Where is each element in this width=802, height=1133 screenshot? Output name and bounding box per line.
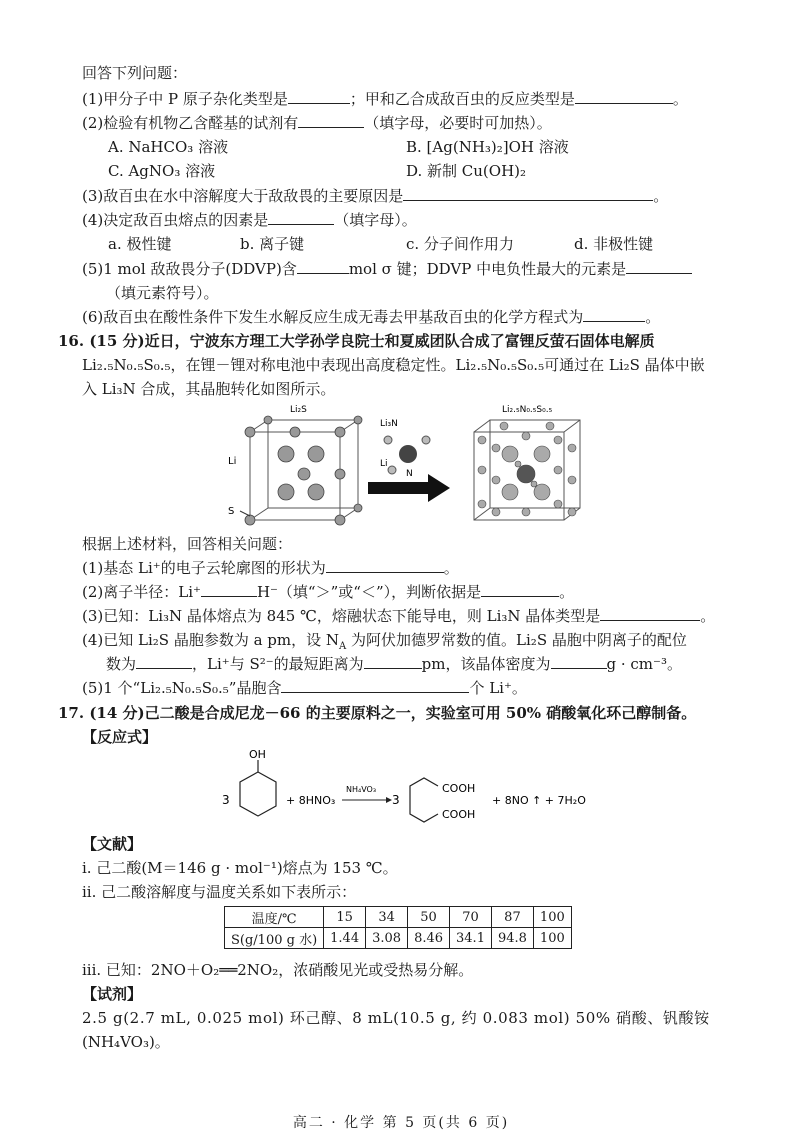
q16-p5-text2: 个 Li⁺。 [469,679,527,697]
q16-line3: 入 Li₃N 合成，其晶胞转化如图所示。 [82,380,336,398]
answer-blank[interactable] [626,259,692,274]
option-c: c. 分子间作用力 [406,235,514,253]
li2s-label: Li₂S [290,405,307,415]
option-B: B. [Ag(NH₃)₂]OH 溶液 [406,138,569,156]
q16-part4: (4)已知 Li₂S 晶胞参数为 a pm，设 $N_A$ 为阿伏加德罗常数的值。Li₂S 晶胞中阴离子的配位 [82,631,687,652]
coefficient-2: 3 [392,793,400,807]
answer-blank[interactable] [281,678,469,693]
answer-blank[interactable] [403,186,653,201]
literature-i: i. 己二酸(M＝146 g · mol⁻¹)熔点为 153 ℃。 [82,859,398,877]
cooh-bottom: COOH [442,808,476,821]
table-cell: 34 [366,907,408,928]
q15-part5-tail: （填元素符号）。 [106,284,219,302]
q16-p2-text: (2)离子半径：Li⁺ [82,583,201,601]
table-cell: 3.08 [366,928,408,949]
li3n-label: Li₃N [380,419,398,429]
reaction-equation [220,748,620,832]
answer-blank[interactable] [583,307,645,322]
q15-part1: (1)甲分子中 P 原子杂化类型是 ；甲和乙合成敌百虫的反应类型是 。 [82,90,688,108]
answer-blank[interactable] [298,113,364,128]
q15-p3-text: (3)敌百虫在水中溶解度大于敌敌畏的主要原因是 [82,187,404,205]
section-literature: 【文献】 [82,835,143,853]
product-atoms [478,422,576,516]
q15-part6: (6)敌百虫在酸性条件下发生水解反应生成无毒去甲基敌百虫的化学方程式为 。 [82,308,661,326]
li-atom [388,466,396,474]
products-label: + 8NO ↑ + 7H₂O [492,794,586,807]
q16-p2-text2: H⁻（填“＞”或“＜”），判断依据是 [256,583,482,601]
q16-p5-text: (5)1 个“Li₂.₅N₀.₅S₀.₅”晶胞含 [82,679,282,697]
answer-blank[interactable] [551,654,607,669]
table-cell: 1.44 [324,928,366,949]
table-cell: 100 [533,907,571,928]
q16-heading: 16. (15 分)近日，宁波东方理工大学孙学良院士和夏威团队合成了富锂反萤石固体电解质 [58,332,655,350]
answer-blank[interactable] [364,654,422,669]
q16-p4-text: (4)已知 Li₂S 晶胞参数为 a pm，设 N [82,631,340,649]
q15-p6-text: (6)敌百虫在酸性条件下发生水解反应生成无毒去甲基敌百虫的化学方程式为 [82,308,584,326]
q15-p2-text: (2)检验有机物乙含醛基的试剂有 [82,114,299,132]
q16-part3: (3)已知：Li₃N 晶体熔点为 845 ℃，熔融状态下能导电，则 Li₃N 晶体类型是 。 [82,607,716,625]
q15-p1-text2: ；甲和乙合成敌百虫的反应类型是 [349,90,575,108]
q15-p2-tail: （填字母，必要时可加热）。 [364,114,552,132]
q16-part1: (1)基态 Li⁺的电子云轮廓图的形状为 。 [82,559,459,577]
section-reaction: 【反应式】 [82,728,158,746]
answer-blank[interactable] [136,654,192,669]
table-cell: 15 [324,907,366,928]
option-A: A. NaHCO₃ 溶液 [108,138,229,156]
q15-p4-tail: （填字母）。 [334,211,417,229]
li-atom [422,436,430,444]
q15-p1-text: (1)甲分子中 P 原子杂化类型是 [82,90,288,108]
coefficient: 3 [222,793,230,807]
table-cell: 100 [533,928,571,949]
answer-blank[interactable] [297,259,349,274]
q16-part4-cont [106,654,682,674]
table-row [225,928,572,949]
s-pointer [240,511,250,516]
q15-p5-text2: mol σ 键；DDVP 中电负性最大的元素是 [348,260,627,278]
table-cell: 50 [408,907,450,928]
q15-part4 [82,210,417,230]
q15-p4-text: (4)决定敌百虫熔点的因素是 [82,211,269,229]
hno3-label: + 8HNO₃ [286,794,336,807]
answer-blank[interactable] [575,89,673,104]
q16-part5 [82,678,527,698]
q16-lead: 根据上述材料，回答相关问题： [82,535,293,553]
product-label: Li₂.₅N₀.₅S₀.₅ [502,405,553,415]
table-cell: 温度/℃ [225,907,324,928]
crystal-transformation-figure [220,400,600,526]
cooh-top: COOH [442,782,476,795]
catalyst-label: NH₄VO₃ [346,785,377,794]
cyclohexanol-ring [240,772,276,816]
q16-p4-text3: 数为 [106,655,137,673]
q15-part5 [82,259,692,279]
q16-p4-text6: g · cm⁻³。 [606,655,682,673]
table-cell: 94.8 [491,928,533,949]
answer-blank[interactable] [288,89,350,104]
table-row [225,907,572,928]
literature-iii: iii. 已知：2NO＋O₂══2NO₂，浓硝酸见光或受热易分解。 [82,961,474,979]
option-b: b. 离子键 [240,235,305,253]
q15-part3: (3)敌百虫在水中溶解度大于敌敌畏的主要原因是 。 [82,187,669,205]
option-C: C. AgNO₃ 溶液 [108,162,216,180]
table-cell: 87 [491,907,533,928]
q16-p3-text: (3)已知：Li₃N 晶体熔点为 845 ℃，熔融状态下能导电，则 Li₃N 晶体类型是 [82,607,601,625]
table-cell: S(g/100 g 水) [225,928,324,949]
answer-blank[interactable] [481,582,559,597]
reagents-line1: 2.5 g(2.7 mL, 0.025 mol) 环己醇、8 mL(10.5 g, 约 0.083 mol) 50% 硝酸、钒酸铵 [82,1009,710,1027]
option-a: a. 极性键 [108,235,172,253]
adipic-acid-chain [410,778,438,822]
answer-blank[interactable] [600,606,700,621]
reagents-line2: (NH₄VO₃)。 [82,1033,170,1051]
q16-p4-text5: pm，该晶体密度为 [421,655,551,673]
answer-blank[interactable] [326,558,444,573]
s-label: S [228,506,235,517]
solubility-table [224,906,572,949]
q16-line2: Li₂.₅N₀.₅S₀.₅，在锂－锂对称电池中表现出高度稳定性。Li₂.₅N₀.₅S₀.₅可通过在 Li₂S 晶体中嵌 [82,356,705,374]
answer-blank[interactable] [201,582,257,597]
li-atom [384,436,392,444]
li-label: Li [228,456,237,467]
n-label: N [406,469,413,479]
n-atom [399,445,417,463]
oh-label: OH [249,748,266,761]
literature-ii: ii. 己二酸溶解度与温度关系如下表所示： [82,883,357,901]
section-reagents: 【试剂】 [82,985,143,1003]
intro-text: 回答下列问题： [82,64,188,82]
table-cell: 8.46 [408,928,450,949]
q15-p5-text: (5)1 mol 敌敌畏分子(DDVP)含 [82,260,297,278]
option-d: d. 非极性键 [574,235,654,253]
option-D: D. 新制 Cu(OH)₂ [406,162,527,180]
q16-p4-text4: ，Li⁺与 S²⁻的最短距离为 [192,655,364,673]
answer-blank[interactable] [268,210,334,225]
q15-part2 [82,113,552,133]
q16-part2: (2)离子半径：Li⁺ H⁻（填“＞”或“＜”），判断依据是 。 [82,583,575,601]
li-label-2: Li [380,459,388,469]
q16-p4-text2: 为阿伏加德罗常数的值。Li₂S 晶胞中阴离子的配位 [351,631,687,649]
q17-heading: 17. (14 分)己二酸是合成尼龙－66 的主要原料之一，实验室可用 50% 硝酸氧化环己醇制备。 [58,704,697,722]
q16-p1-text: (1)基态 Li⁺的电子云轮廓图的形状为 [82,559,326,577]
table-cell: 70 [450,907,492,928]
page-footer: 高二 · 化学 第 5 页(共 6 页) [292,1115,510,1131]
table-cell: 34.1 [450,928,492,949]
